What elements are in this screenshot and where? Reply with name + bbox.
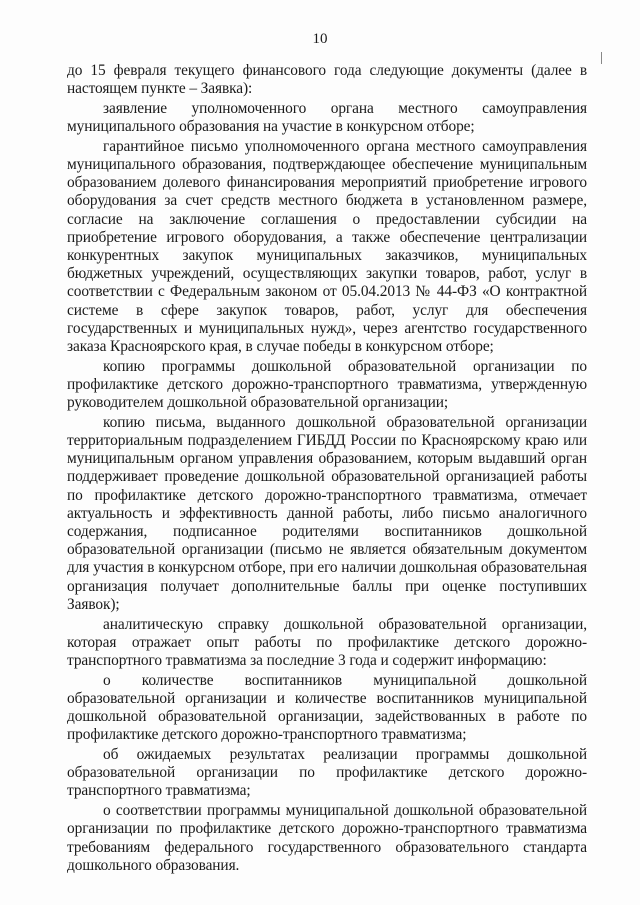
document-body bbox=[67, 62, 587, 876]
paragraph-application: заявление уполномоченного органа местного самоуправления муниципального образования на участие в конкурсном отборе; bbox=[67, 99, 587, 136]
page-number: 10 bbox=[312, 31, 328, 47]
paragraph-analytical-report: аналитическую справку дошкольной образовательной организации, которая отражает опыт работы по профилактике детского дорожно-транспортного травматизма за последние 3 года и содержит информацию: bbox=[67, 615, 587, 669]
paragraph-deadline-intro: до 15 февраля текущего финансового года следующие документы (далее в настоящем пункте – Заявка): bbox=[67, 62, 587, 98]
paragraph-expected-results: об ожидаемых результатах реализации программы дошкольной образовательной организации по профилактике детского дорожно-транспортного травматизма; bbox=[67, 746, 587, 800]
paragraph-standard-compliance: о соответствии программы муниципальной дошкольной образовательной организации по профилактике детского дорожно-транспортного травматизма требованиям федерального государственного образовательного стандарта дошкольного образования. bbox=[67, 802, 587, 874]
paragraph-program-copy: копию программы дошкольной образовательной организации по профилактике детского дорожно-транспортного травматизма, утвержденную руководителем дошкольной образовательной организации; bbox=[67, 357, 587, 412]
paragraph-pupil-count: о количестве воспитанников муниципальной дошкольной образовательной организации и количестве воспитанников муниципальной дошкольной образовательной организации, задействованных в работе по профилактике детского дорожно-транспортного травматизма; bbox=[67, 671, 587, 744]
paragraph-letter-copy: копию письма, выданного дошкольной образовательной организации территориальным подразделением ГИБДД России по Красноярскому краю или муниципальным органом управления образованием, которым выдавший орган поддерживает проведение дошкольной образовательной организацией работы по профилактике детского дорожно-транспортного травматизма, отмечает актуальность и эффективность данной работы, либо письмо аналогичного содержания, подписанное родителями воспитанников дошкольной образовательной организации (письмо не является обязательным документом для участия в конкурсном отборе, при его наличии дошкольная образовательная организация получает дополнительные баллы при оценке поступивших Заявок); bbox=[67, 413, 587, 613]
scan-artifact-mark bbox=[601, 52, 602, 64]
paragraph-guarantee-letter: гарантийное письмо уполномоченного органа местного самоуправления муниципального образования, подтверждающее обеспечение муниципальным образованием долевого финансирования мероприятий приобретение игрового оборудования за счет средств местного бюджета в установленном размере, согласие на заключение соглашения о предоставлении субсидии на приобретение игрового оборудования, а также обеспечение централизации конкурентных закупок муниципальных заказчиков, муниципальных бюджетных учреждений, осуществляющих закупки товаров, работ, услуг в соответствии с Федеральным законом от 05.04.2013 № 44-ФЗ «О контрактной системе в сфере закупок товаров, работ, услуг для обеспечения государственных и муниципальных нужд», через агентство государственного заказа Красноярского края, в случае победы в конкурсном отборе; bbox=[67, 137, 587, 356]
